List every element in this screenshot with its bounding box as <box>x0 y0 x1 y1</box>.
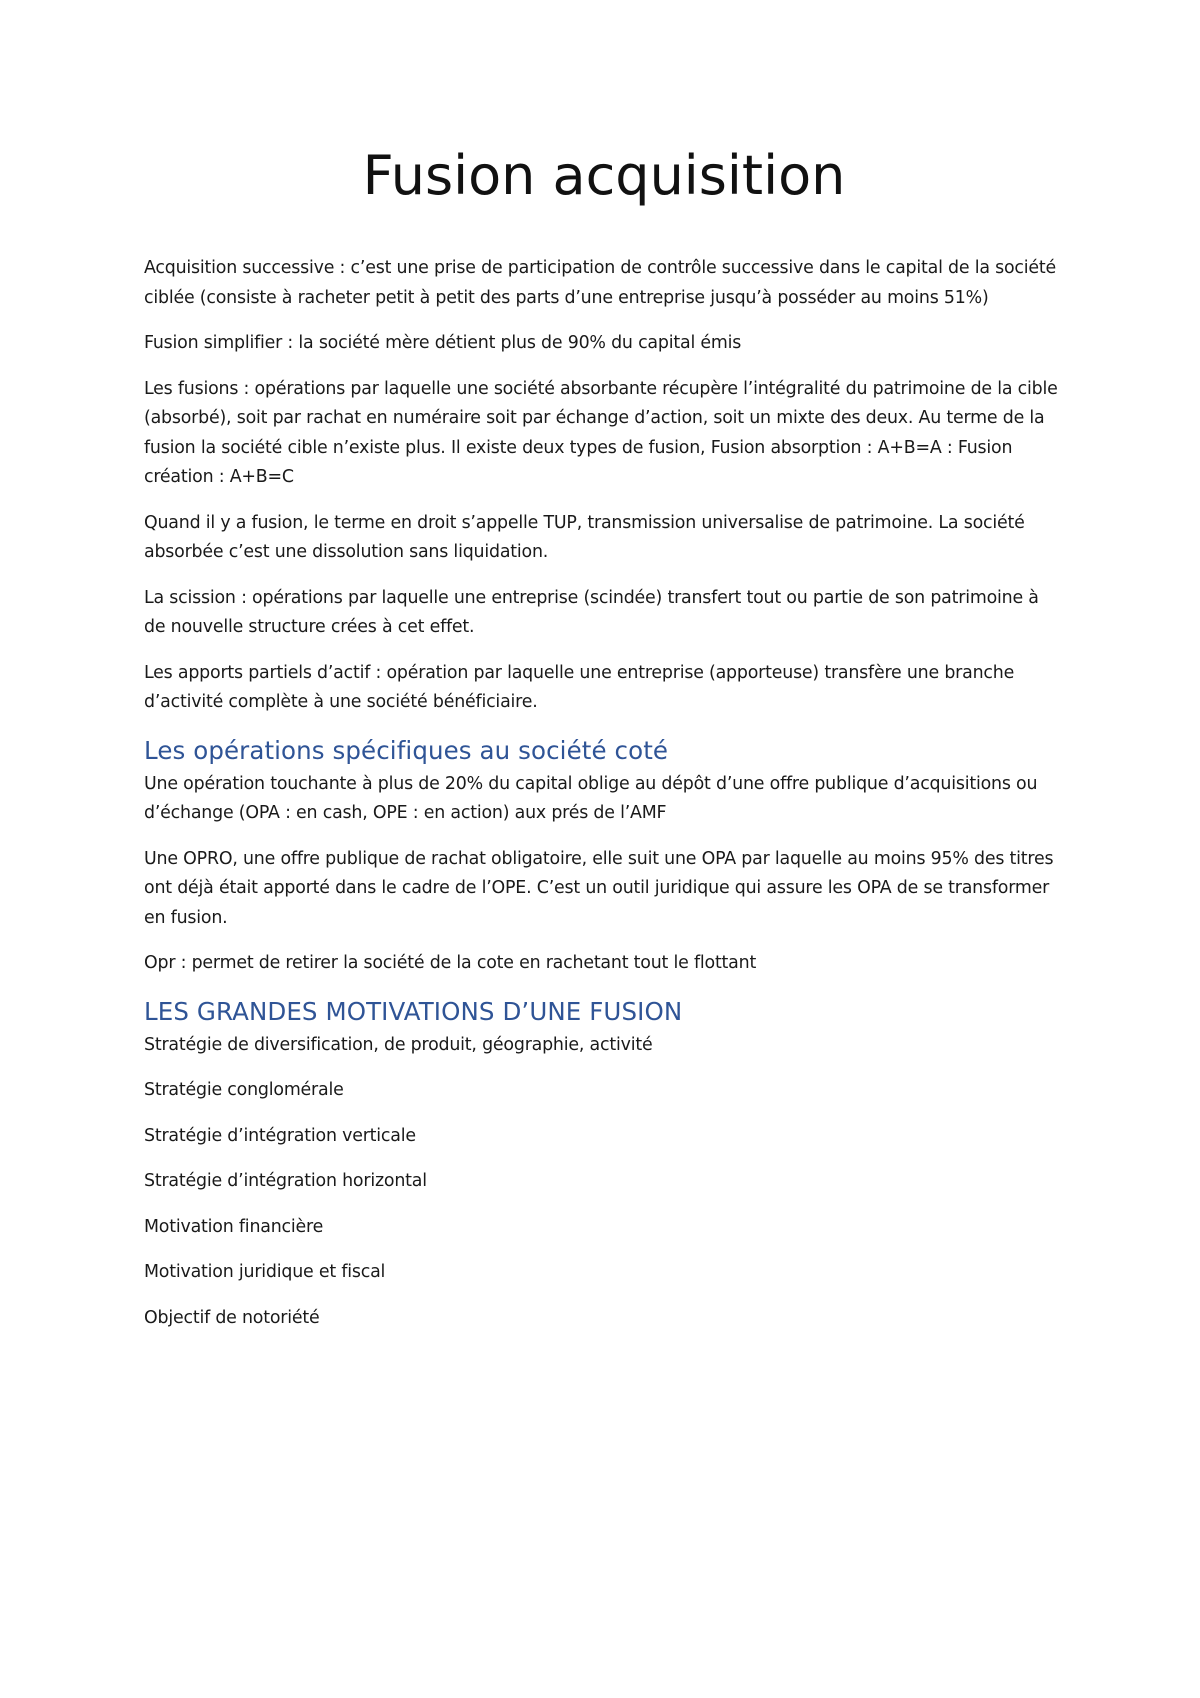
document-body <box>144 254 1064 1349</box>
section-heading-motivations: LES GRANDES MOTIVATIONS D’UNE FUSION <box>144 996 683 1026</box>
paragraph-acquisition-successive: Acquisition successive : c’est une prise de participation de contrôle successive dans le capital de la société ciblée (consiste à racheter petit à petit des parts d’une entreprise jusqu’à posséder au moins 51%) <box>144 258 1057 308</box>
motivation-item: Stratégie conglomérale <box>144 1080 344 1100</box>
motivation-item: Motivation juridique et fiscal <box>144 1262 386 1282</box>
motivation-item: Stratégie d’intégration horizontal <box>144 1171 427 1191</box>
section-heading-operations-specifiques: Les opérations spécifiques au société coté <box>144 735 669 765</box>
paragraph-les-fusions: Les fusions : opérations par laquelle une société absorbante récupère l’intégralité du patrimoine de la cible (absorbé), soit par rachat en numéraire soit par échange d’action, soit un mixte des deux. Au terme de la fusion la société cible n’existe plus. Il existe deux types de fusion, Fusion absorption : A+B=A : Fusion création : A+B=C <box>144 378 1058 487</box>
document-title: Fusion acquisition <box>362 144 846 207</box>
paragraph-tup: Quand il y a fusion, le terme en droit s’appelle TUP, transmission universalise de patrimoine. La société absorbée c’est une dissolution sans liquidation. <box>144 512 1025 562</box>
paragraph-apports-partiels: Les apports partiels d’actif : opération par laquelle une entreprise (apporteuse) transfère une branche d’activité complète à une société bénéficiaire. <box>144 662 1015 712</box>
motivation-item: Objectif de notoriété <box>144 1307 320 1328</box>
paragraph-fusion-simplifier: Fusion simplifier : la société mère détient plus de 90% du capital émis <box>144 333 742 353</box>
paragraph-scission: La scission : opérations par laquelle une entreprise (scindée) transfert tout ou partie de son patrimoine à de nouvelle structure crées à cet effet. <box>144 587 1039 637</box>
paragraph-opro: Une OPRO, une offre publique de rachat obligatoire, elle suit une OPA par laquelle au moins 95% des titres ont déjà était apporté dans le cadre de l’OPE. C’est un outil juridique qui assure les OPA de se transformer en fusion. <box>144 848 1054 928</box>
paragraph-opa-ope: Une opération touchante à plus de 20% du capital oblige au dépôt d’une offre publique d’acquisitions ou d’échange (OPA : en cash, OPE : en action) aux prés de l’AMF <box>144 773 1038 823</box>
paragraph-opr: Opr : permet de retirer la société de la cote en rachetant tout le flottant <box>144 953 757 973</box>
motivation-item: Stratégie de diversification, de produit, géographie, activité <box>144 1034 653 1055</box>
motivation-item: Stratégie d’intégration verticale <box>144 1125 416 1146</box>
motivation-item: Motivation financière <box>144 1216 324 1237</box>
